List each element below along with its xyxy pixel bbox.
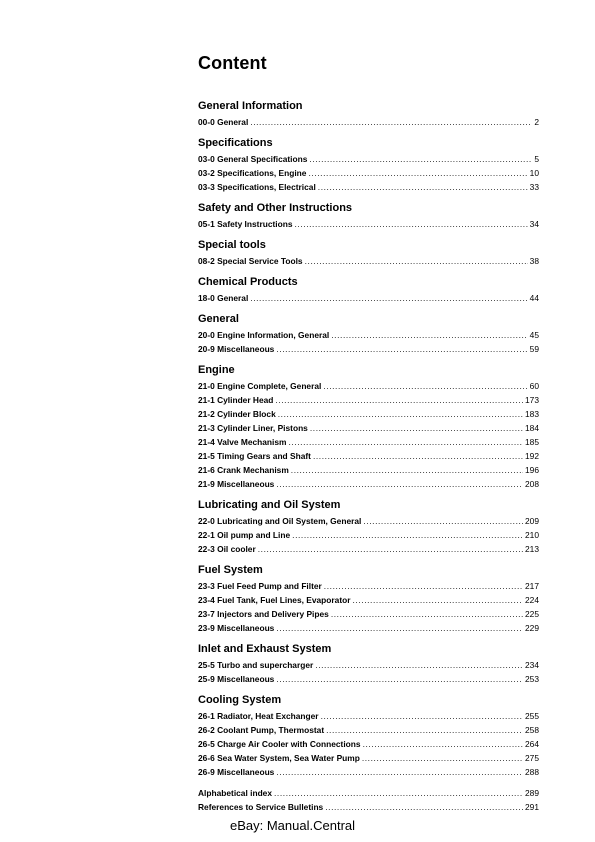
toc-entry-label: 26-2 Coolant Pump, Thermostat [198, 725, 325, 735]
toc-section-title: Chemical Products [198, 276, 298, 288]
toc-entry[interactable] [198, 765, 539, 779]
toc-entry[interactable] [198, 254, 539, 268]
dot-leader [363, 737, 523, 751]
toc-entry-label: 18-0 General [198, 293, 249, 303]
toc-entry-label: 25-9 Miscellaneous [198, 674, 275, 684]
toc-entry-page-number: 5 [534, 154, 539, 164]
toc-entry-label: 20-9 Miscellaneous [198, 344, 275, 354]
dot-leader [276, 342, 527, 356]
toc-entry-page-number: 44 [529, 293, 539, 303]
toc-entry-label: 23-4 Fuel Tank, Fuel Lines, Evaporator [198, 595, 351, 605]
toc-entry-page-number: 253 [525, 674, 539, 684]
toc-entry[interactable] [198, 709, 539, 723]
dot-leader [326, 723, 523, 737]
toc-section [198, 693, 539, 779]
dot-leader [258, 542, 523, 556]
toc-entry-label: 21-6 Crank Mechanism [198, 465, 289, 475]
toc-section [198, 238, 539, 268]
toc-entry[interactable] [198, 435, 539, 449]
toc-entry[interactable] [198, 217, 539, 231]
toc-entry-page-number: 34 [529, 219, 539, 229]
toc-entry-page-number: 185 [525, 437, 539, 447]
dot-leader [294, 217, 527, 231]
dot-leader [276, 477, 523, 491]
toc-entry-page-number: 184 [525, 423, 539, 433]
toc-entry[interactable] [198, 328, 539, 342]
dot-leader [313, 449, 523, 463]
toc-section [198, 642, 539, 686]
toc-entry[interactable] [198, 786, 539, 800]
toc-entry-page-number: 288 [525, 767, 539, 777]
toc-entry-page-number: 33 [529, 182, 539, 192]
toc-entry-page-number: 258 [525, 725, 539, 735]
toc-section [198, 563, 539, 635]
dot-leader [250, 291, 527, 305]
dot-leader [331, 607, 523, 621]
toc-entry-label: 23-3 Fuel Feed Pump and Filter [198, 581, 322, 591]
toc-section [198, 363, 539, 491]
toc-entry-page-number: 264 [525, 739, 539, 749]
toc-entry[interactable] [198, 658, 539, 672]
toc-entry[interactable] [198, 579, 539, 593]
toc-entry-page-number: 10 [529, 168, 539, 178]
toc-entry-label: 03-2 Specifications, Engine [198, 168, 307, 178]
toc-entry-page-number: 225 [525, 609, 539, 619]
toc-entry-page-number: 217 [525, 581, 539, 591]
dot-leader [275, 393, 523, 407]
toc-entry-label: 03-0 General Specifications [198, 154, 308, 164]
toc-section-title: Special tools [198, 239, 266, 251]
dot-leader [321, 709, 523, 723]
toc-entry-page-number: 213 [525, 544, 539, 554]
dot-leader [276, 672, 523, 686]
toc-section-title: Inlet and Exhaust System [198, 643, 332, 655]
toc-entry-label: 05-1 Safety Instructions [198, 219, 293, 229]
toc-section [198, 99, 539, 129]
toc-entry-page-number: 229 [525, 623, 539, 633]
dot-leader [309, 152, 532, 166]
toc-entry[interactable] [198, 607, 539, 621]
toc-section [198, 498, 539, 556]
toc-section-title: Engine [198, 364, 235, 376]
footer-text: eBay: Manual.Central [230, 818, 356, 833]
toc-entry[interactable] [198, 449, 539, 463]
dot-leader [276, 621, 523, 635]
table-of-contents [198, 99, 539, 814]
toc-entry[interactable] [198, 379, 539, 393]
toc-entry-page-number: 234 [525, 660, 539, 670]
dot-leader [324, 579, 523, 593]
toc-entry-page-number: 173 [525, 395, 539, 405]
toc-entry[interactable] [198, 593, 539, 607]
toc-entry-label: 26-1 Radiator, Heat Exchanger [198, 711, 319, 721]
toc-entry-page-number: 60 [529, 381, 539, 391]
page-title: Content [198, 53, 267, 73]
toc-entry-page-number: 2 [534, 117, 539, 127]
dot-leader [274, 786, 523, 800]
toc-entry-label: 23-9 Miscellaneous [198, 623, 275, 633]
toc-entry[interactable] [198, 393, 539, 407]
toc-entry-label: 26-6 Sea Water System, Sea Water Pump [198, 753, 360, 763]
toc-entry-page-number: 192 [525, 451, 539, 461]
toc-entry-label: 03-3 Specifications, Electrical [198, 182, 316, 192]
dot-leader [323, 379, 527, 393]
toc-section-title: Specifications [198, 137, 273, 149]
toc-entry[interactable] [198, 166, 539, 180]
toc-entry[interactable] [198, 477, 539, 491]
toc-entry-label: 21-9 Miscellaneous [198, 479, 275, 489]
dot-leader [292, 528, 523, 542]
toc-entry-page-number: 224 [525, 595, 539, 605]
toc-entry-page-number: 196 [525, 465, 539, 475]
toc-section [198, 136, 539, 194]
toc-section [198, 312, 539, 356]
toc-entry-page-number: 59 [529, 344, 539, 354]
toc-section-title: Safety and Other Instructions [198, 202, 353, 214]
toc-entry-label: 21-2 Cylinder Block [198, 409, 276, 419]
dot-leader [305, 254, 528, 268]
toc-entry-label: 21-0 Engine Complete, General [198, 381, 322, 391]
toc-entry[interactable] [198, 115, 539, 129]
toc-entry[interactable] [198, 528, 539, 542]
toc-entry[interactable] [198, 723, 539, 737]
toc-section-title: General Information [198, 100, 303, 112]
toc-entry-label: 21-1 Cylinder Head [198, 395, 274, 405]
toc-entry[interactable] [198, 407, 539, 421]
dot-leader [250, 115, 532, 129]
toc-entry[interactable] [198, 463, 539, 477]
toc-entry[interactable] [198, 421, 539, 435]
toc-entry-page-number: 275 [525, 753, 539, 763]
toc-section-title: Fuel System [198, 564, 263, 576]
toc-entry-label: 00-0 General [198, 117, 249, 127]
toc-entry-page-number: 183 [525, 409, 539, 419]
toc-section-title: Lubricating and Oil System [198, 499, 341, 511]
toc-section [198, 275, 539, 305]
dot-leader [331, 328, 527, 342]
dot-leader [363, 514, 523, 528]
toc-entry-label: 21-5 Timing Gears and Shaft [198, 451, 311, 461]
toc-entry-label: 21-3 Cylinder Liner, Pistons [198, 423, 308, 433]
toc-entry-page-number: 289 [525, 788, 539, 798]
dot-leader [308, 166, 527, 180]
toc-entry-page-number: 255 [525, 711, 539, 721]
toc-entry[interactable] [198, 621, 539, 635]
dot-leader [318, 180, 528, 194]
toc-entry-label: 26-9 Miscellaneous [198, 767, 275, 777]
dot-leader [353, 593, 524, 607]
dot-leader [310, 421, 523, 435]
toc-entry[interactable] [198, 342, 539, 356]
toc-entry-page-number: 38 [529, 256, 539, 266]
dot-leader [278, 407, 523, 421]
toc-entry-label: References to Service Bulletins [198, 802, 324, 812]
toc-entry[interactable] [198, 542, 539, 556]
toc-section-title: Cooling System [198, 694, 282, 706]
toc-entry[interactable] [198, 737, 539, 751]
dot-leader [291, 463, 523, 477]
toc-entry-label: 20-0 Engine Information, General [198, 330, 330, 340]
dot-leader [362, 751, 523, 765]
toc-entry-label: 08-2 Special Service Tools [198, 256, 303, 266]
toc-entry-label: Alphabetical index [198, 788, 272, 798]
toc-entry[interactable] [198, 180, 539, 194]
toc-entry-page-number: 208 [525, 479, 539, 489]
dot-leader [315, 658, 523, 672]
toc-entry-page-number: 210 [525, 530, 539, 540]
toc-entry-label: 26-5 Charge Air Cooler with Connections [198, 739, 361, 749]
toc-entry[interactable] [198, 514, 539, 528]
toc-entry-page-number: 209 [525, 516, 539, 526]
toc-entry-page-number: 291 [525, 802, 539, 812]
toc-entry[interactable] [198, 291, 539, 305]
toc-entry-label: 23-7 Injectors and Delivery Pipes [198, 609, 329, 619]
toc-entry-label: 22-0 Lubricating and Oil System, General [198, 516, 362, 526]
toc-section [198, 201, 539, 231]
toc-entry[interactable] [198, 800, 539, 814]
toc-entry[interactable] [198, 751, 539, 765]
toc-appendix-entries [198, 786, 539, 814]
dot-leader [288, 435, 523, 449]
dot-leader [276, 765, 523, 779]
toc-entry[interactable] [198, 152, 539, 166]
toc-entry[interactable] [198, 672, 539, 686]
toc-entry-label: 22-1 Oil pump and Line [198, 530, 291, 540]
toc-entry-page-number: 45 [529, 330, 539, 340]
dot-leader [325, 800, 523, 814]
toc-entry-label: 25-5 Turbo and supercharger [198, 660, 314, 670]
toc-entry-label: 22-3 Oil cooler [198, 544, 256, 554]
toc-entry-label: 21-4 Valve Mechanism [198, 437, 287, 447]
toc-section-title: General [198, 313, 239, 325]
